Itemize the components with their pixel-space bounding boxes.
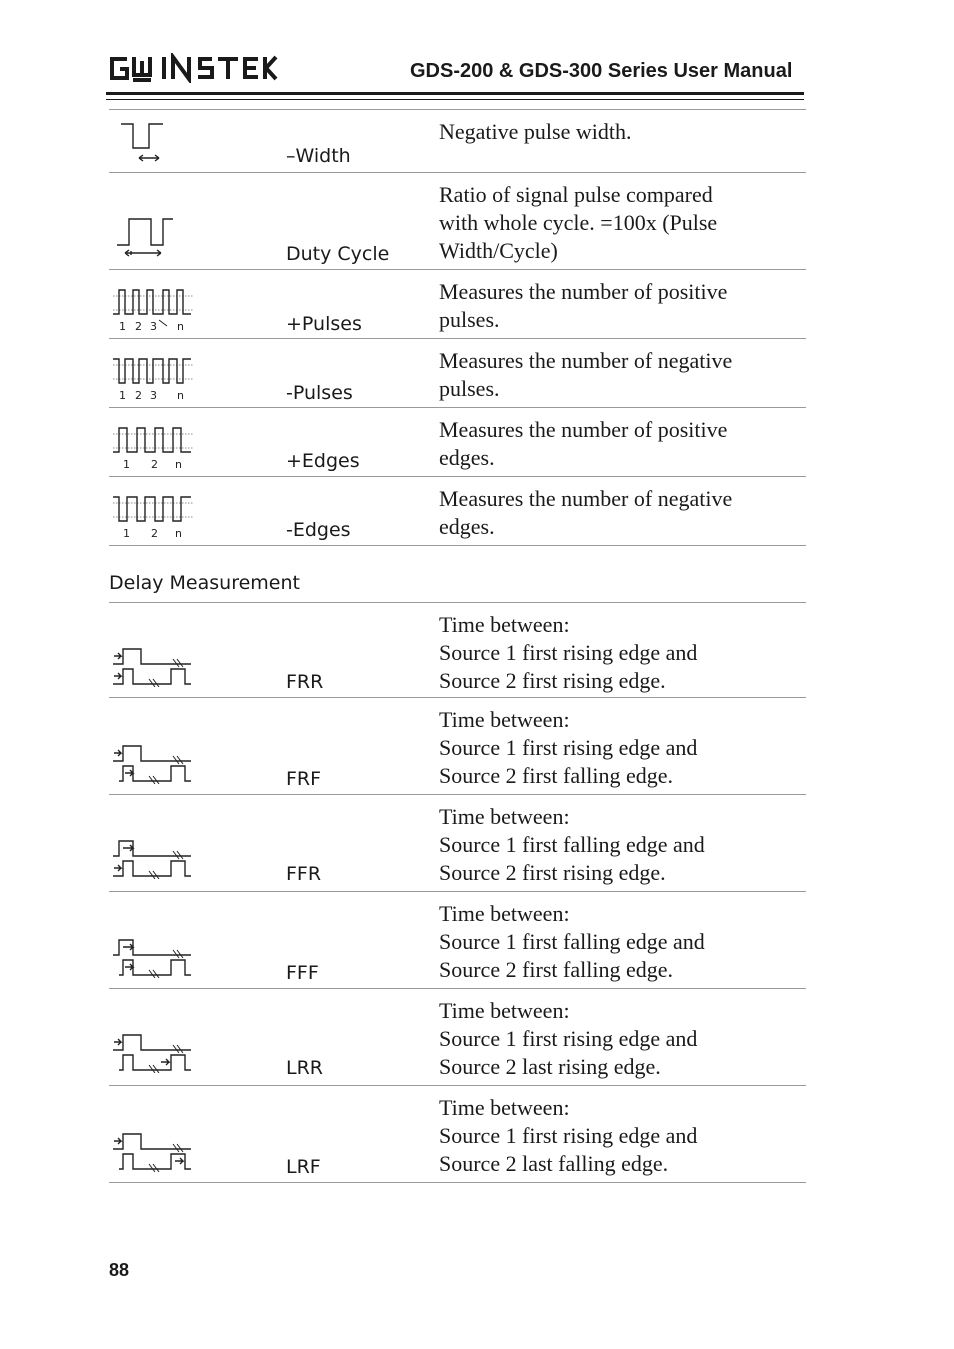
measurement-name: LRR [286, 1057, 323, 1079]
gw-instek-logo [108, 53, 278, 83]
table-row [109, 270, 806, 339]
fff-icon [111, 936, 197, 978]
frf-icon [111, 742, 197, 784]
measurement-name: +Pulses [286, 313, 362, 335]
measurement-name: FRF [286, 768, 322, 790]
svg-text:2: 2 [135, 389, 142, 402]
measurement-name: -Pulses [286, 382, 353, 404]
page-number: 88 [109, 1260, 130, 1280]
measurement-description: Time between: Source 1 first rising edge and Source 2 last rising edge. [439, 998, 698, 1079]
measurement-name: -Edges [286, 519, 351, 541]
svg-text:1: 1 [119, 320, 126, 333]
ffr-icon [111, 837, 197, 879]
measurement-description: Time between: Source 1 first rising edge and Source 2 first falling edge. [439, 707, 698, 788]
measurement-name: FFF [286, 962, 319, 984]
table-row [109, 1086, 806, 1183]
manual-title: GDS-200 & GDS-300 Series User Manual [410, 60, 793, 82]
section-title: Delay Measurement [109, 572, 300, 594]
svg-text:2: 2 [151, 458, 158, 471]
lrf-icon [111, 1130, 197, 1172]
frr-icon [111, 645, 197, 687]
table-row [109, 795, 806, 892]
header-rule-thin [106, 99, 804, 100]
measurement-name: –Width [286, 145, 351, 167]
negative-pulses-icon [111, 353, 197, 403]
measurement-description: Time between: Source 1 first rising edge and Source 2 first rising edge. [439, 612, 698, 693]
measurement-description: Time between: Source 1 first falling edge and Source 2 first rising edge. [439, 804, 705, 885]
table-row [109, 109, 806, 173]
svg-text:3: 3 [150, 320, 157, 333]
measurement-name: +Edges [286, 450, 360, 472]
table-row [109, 408, 806, 477]
table-row [109, 339, 806, 408]
measurement-description: Measures the number of positive edges. [439, 417, 728, 470]
delay-measurement-table [109, 603, 806, 1183]
svg-text:n: n [175, 527, 182, 540]
positive-pulses-icon [111, 284, 197, 334]
svg-text:n: n [175, 458, 182, 471]
table-row [109, 892, 806, 989]
table-row [109, 603, 806, 698]
svg-text:1: 1 [119, 389, 126, 402]
measurement-name: LRF [286, 1156, 321, 1178]
measurement-description: Measures the number of negative pulses. [439, 348, 733, 401]
svg-text:n: n [177, 389, 184, 402]
positive-edges-icon [111, 422, 197, 472]
measurement-description: Negative pulse width. [439, 119, 632, 144]
svg-text:1: 1 [123, 458, 130, 471]
measurement-description: Time between: Source 1 first rising edge and Source 2 last falling edge. [439, 1095, 698, 1176]
measurement-description: Ratio of signal pulse compared with whole cycle. =100x (Pulse Width/Cycle) [439, 182, 718, 263]
table-row [109, 698, 806, 795]
measurement-name: FRR [286, 671, 324, 693]
measurement-description: Measures the number of negative edges. [439, 486, 733, 539]
measurement-name: Duty Cycle [286, 243, 390, 265]
negative-edges-icon [111, 491, 197, 541]
lrr-icon [111, 1031, 197, 1073]
negative-width-icon [111, 120, 183, 166]
header-rule-thick [106, 92, 804, 95]
svg-text:3: 3 [150, 389, 157, 402]
svg-text:2: 2 [151, 527, 158, 540]
table-row [109, 989, 806, 1086]
duty-cycle-icon [111, 215, 191, 263]
table-row [109, 477, 806, 546]
measurement-description: Measures the number of positive pulses. [439, 279, 728, 332]
measurement-description: Time between: Source 1 first falling edge and Source 2 first falling edge. [439, 901, 705, 982]
table-row [109, 173, 806, 270]
svg-text:2: 2 [135, 320, 142, 333]
measurement-name: FFR [286, 863, 322, 885]
svg-text:1: 1 [123, 527, 130, 540]
pulse-measurement-table [109, 109, 806, 546]
svg-text:n: n [177, 320, 184, 333]
